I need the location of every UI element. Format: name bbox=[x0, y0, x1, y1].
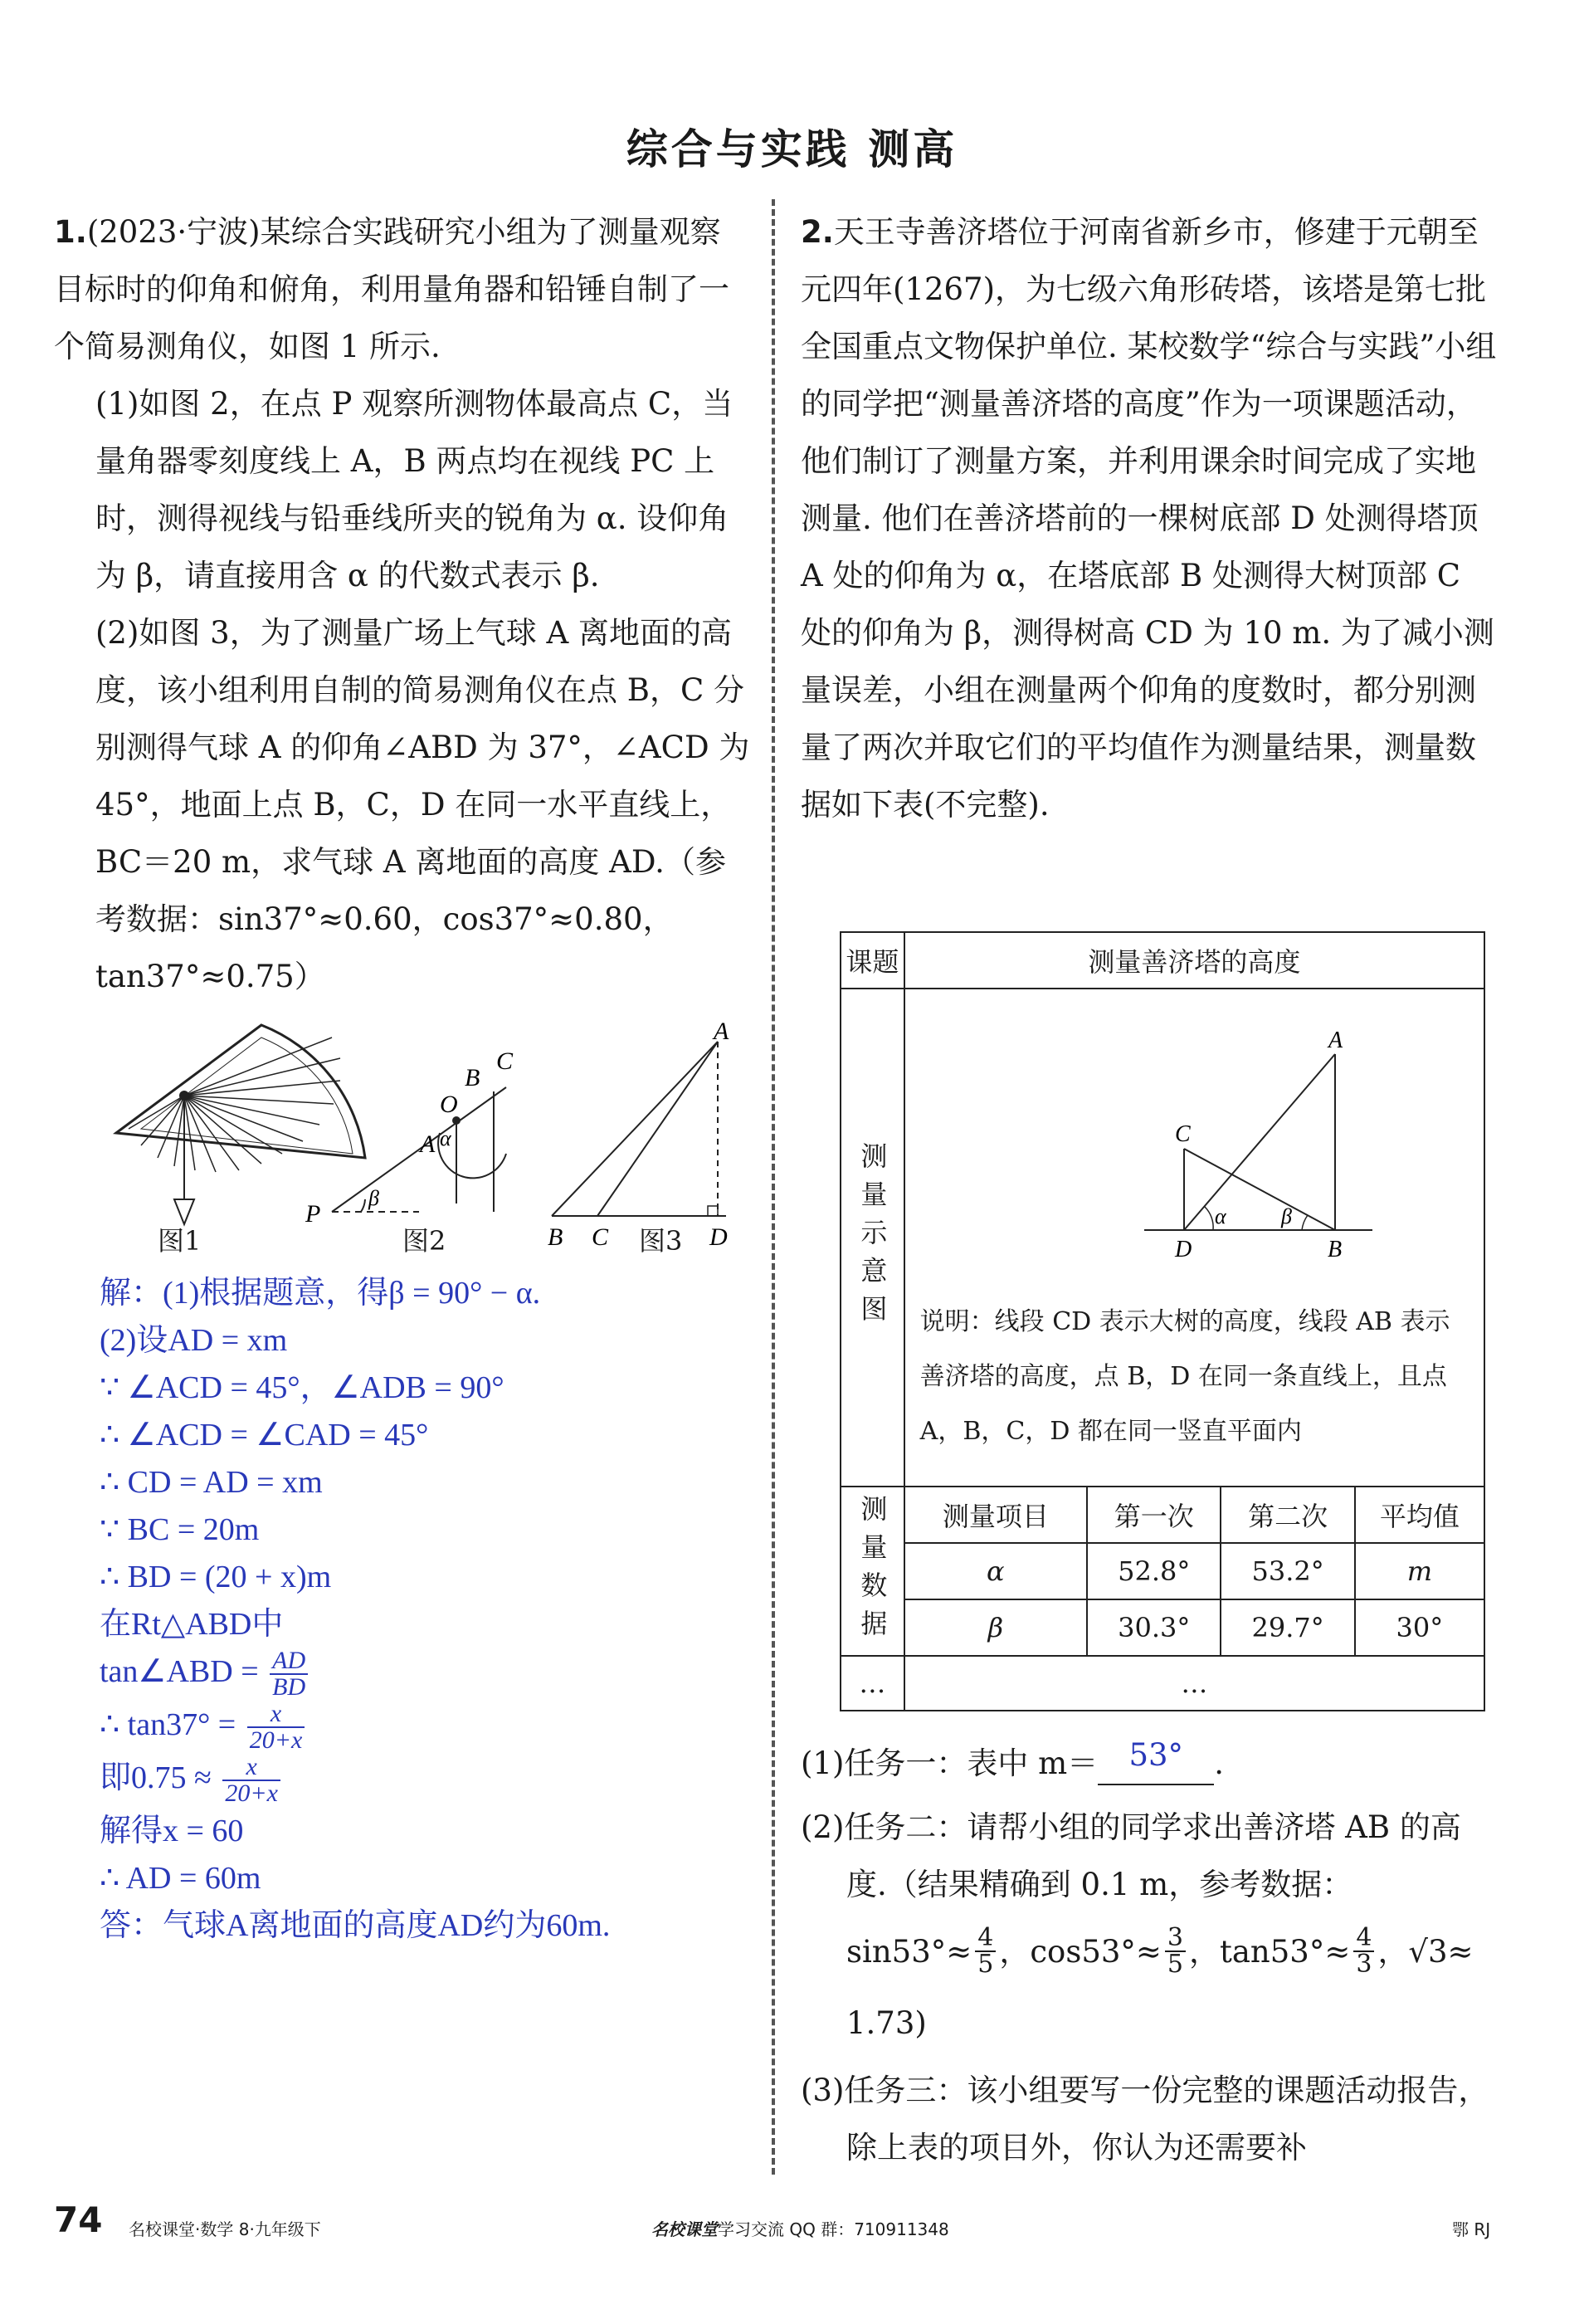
tan37-prefix: ∴ tan37° = bbox=[100, 1707, 236, 1742]
footer-center: 名校课堂学习交流 QQ 群：710911348 bbox=[651, 2219, 949, 2239]
data-label: 测量数据 bbox=[841, 1487, 904, 1656]
table-header: 平均值 bbox=[1355, 1487, 1484, 1543]
diagram-label-C: C bbox=[1175, 1121, 1192, 1147]
solution-tan-line bbox=[100, 1648, 747, 1702]
question-part-1: (1)如图 2，在点 P 观察所测物体最高点 C，当量角器零刻度线上 A，B 两点均在视线 PC 上时，测得视线与铅垂线所夹的锐角为 α. 设仰角为 β，请直接用含 α 的代数式表示 β. bbox=[95, 386, 734, 593]
diagram-label-D: D bbox=[1175, 1237, 1192, 1262]
table-header: 测量项目 bbox=[904, 1487, 1087, 1543]
diagram-label-alpha: α bbox=[1215, 1204, 1226, 1228]
task-1-answer: 53° bbox=[1098, 1726, 1214, 1785]
fig2-label-O: O bbox=[440, 1091, 458, 1118]
table-row: α 52.8° 53.2° m bbox=[841, 1543, 1484, 1599]
question-number: 1. bbox=[54, 214, 87, 250]
topic-value: 测量善济塔的高度 bbox=[904, 932, 1484, 989]
ellipsis-cell: … bbox=[904, 1656, 1484, 1711]
fig1-caption: 图1 bbox=[158, 1225, 202, 1257]
tower-diagram bbox=[908, 989, 1480, 1272]
fig2-label-C: C bbox=[496, 1047, 514, 1075]
topic-label: 课题 bbox=[841, 932, 904, 989]
tan-prefix: tan∠ABD = bbox=[100, 1654, 259, 1689]
task-2-reference: sin53°≈ $\frac{4}{5}$ ，cos53°≈ $\frac{3}{5}$ ，tan53°≈ $\frac{4}{3}$ ，√3≈ bbox=[846, 1923, 1474, 1979]
solution-line: 在Rt△ABD中 bbox=[100, 1607, 284, 1642]
footer-right: 鄂 RJ bbox=[1452, 2219, 1491, 2239]
question-number: 2. bbox=[801, 214, 834, 250]
approx-prefix: 即0.75 ≈ bbox=[100, 1760, 212, 1795]
diagram-note: 说明：线段 CD 表示大树的高度，线段 AB 表示善济塔的高度，点 B，D 在同一条直线上，且点 A，B，C，D 都在同一竖直平面内 bbox=[919, 1307, 1450, 1446]
diagram-cell bbox=[904, 989, 1484, 1487]
fig2-label-alpha: α bbox=[440, 1126, 451, 1150]
task-3: (3)任务三：该小组要写一份完整的课题活动报告，除上表的项目外，你认为还需要补 bbox=[801, 2073, 1489, 2165]
tasks bbox=[801, 1735, 1498, 2176]
page-number: 74 bbox=[54, 2200, 103, 2240]
diagram-label: 测量示意图 bbox=[841, 989, 904, 1487]
ellipsis-cell: … bbox=[841, 1656, 904, 1711]
fig2-label-A: A bbox=[420, 1130, 436, 1158]
solution-line: ∴ ∠ACD = ∠CAD = 45° bbox=[100, 1418, 429, 1452]
approx-fraction: $\frac{x}{20+x}$ bbox=[222, 1755, 280, 1806]
fig3-label-C: C bbox=[592, 1223, 609, 1251]
tan-fraction: $\frac{AD}{BD}$ bbox=[270, 1648, 308, 1700]
solution-line: ∴ AD = 60m bbox=[100, 1861, 261, 1896]
fig3-label-B: B bbox=[548, 1223, 563, 1251]
fig3-label-D: D bbox=[709, 1223, 728, 1251]
diagram-label-beta: β bbox=[1281, 1204, 1293, 1228]
fig2-label-B: B bbox=[465, 1064, 480, 1091]
fig2-label-P: P bbox=[305, 1200, 321, 1228]
solution-line: (2)设AD = xm bbox=[100, 1323, 288, 1358]
table-header: 第二次 bbox=[1221, 1487, 1354, 1543]
question-intro: 天王寺善济塔位于河南省新乡市，修建于元朝至元四年(1267)，为七级六角形砖塔，该塔是第七批全国重点文物保护单位. 某校数学“综合与实践”小组的同学把“测量善济塔的高度”作为一项课题活动，他们制订了测量方案，并利用课余时间完成了实地测量. 他们在善济塔前的一棵树底部 D 处测得塔顶 A 处的仰角为 α，在塔底部 B 处测得大树顶部 C 处的仰角为 β，测得树高 CD 为 10 m. 为了减小测量误差，小组在测量两个仰角的度数时，都分别测量了两次并取它们的平均值作为测量结果，测量数据如下表(不完整). bbox=[801, 214, 1497, 823]
column-divider bbox=[772, 199, 775, 2175]
footer-logo: 名校课堂 bbox=[651, 2219, 718, 2239]
question-part-2: (2)如图 3，为了测量广场上气球 A 离地面的高度，该小组利用自制的简易测角仪在点 B，C 分别测得气球 A 的仰角∠ABD 为 37°，∠ACD 为 45°，地面上点 B，C，D 在同一水平直线上，BC＝20 m，求气球 A 离地面的高度 AD.（参考数据：sin37°≈0.60，cos37°≈0.80，tan37°≈0.75） bbox=[95, 615, 750, 994]
fig2-label-beta: β bbox=[368, 1186, 379, 1210]
solution bbox=[100, 1270, 747, 1950]
fig2-caption: 图2 bbox=[402, 1225, 446, 1257]
table-row: β 30.3° 29.7° 30° bbox=[841, 1599, 1484, 1656]
solution-answer: 答：气球A离地面的高度AD约为60m. bbox=[100, 1908, 611, 1943]
solution-line: 解得x = 60 bbox=[100, 1814, 244, 1848]
task-1: (1)任务一：表中 m＝ 53° . bbox=[801, 1735, 1498, 1794]
figure-3 bbox=[548, 1018, 729, 1251]
solution-line: ∵ ∠ACD = 45°，∠ADB = 90° bbox=[100, 1370, 504, 1405]
solution-line: ∵ BC = 20m bbox=[100, 1512, 260, 1547]
task-2-last: 1.73) bbox=[846, 2005, 927, 2041]
footer-book: 名校课堂·数学 8·九年级下 bbox=[129, 2219, 321, 2239]
question-1 bbox=[54, 203, 751, 1005]
diagram-label-B: B bbox=[1328, 1237, 1343, 1262]
figure-2 bbox=[305, 1047, 514, 1228]
question-intro: (2023·宁波)某综合实践研究小组为了测量观察目标时的仰角和俯角，利用量角器和铅锤自制了一个简易测角仪，如图 1 所示. bbox=[54, 214, 729, 364]
page-title: 综合与实践 测高 bbox=[626, 125, 958, 173]
tan37-fraction: $\frac{x}{20+x}$ bbox=[247, 1702, 305, 1753]
solution-approx-line bbox=[100, 1755, 747, 1808]
solution-line: ∴ CD = AD = xm bbox=[100, 1465, 323, 1500]
solution-line: 解：(1)根据题意，得β = 90° − α. bbox=[100, 1276, 541, 1311]
solution-tan37-line bbox=[100, 1702, 747, 1755]
diagram-label-A: A bbox=[1328, 1028, 1343, 1053]
task-2: (2)任务二：请帮小组的同学求出善济塔 AB 的高度.（结果精确到 0.1 m，参考数据： bbox=[801, 1809, 1461, 1902]
measurement-table bbox=[840, 931, 1485, 1711]
table-header: 第一次 bbox=[1087, 1487, 1221, 1543]
fig3-caption: 图3 bbox=[639, 1225, 683, 1257]
question-2 bbox=[801, 203, 1498, 833]
solution-line: ∴ BD = (20 + x)m bbox=[100, 1560, 332, 1594]
protractor-figure bbox=[116, 1025, 365, 1224]
fig3-label-A: A bbox=[714, 1018, 729, 1045]
